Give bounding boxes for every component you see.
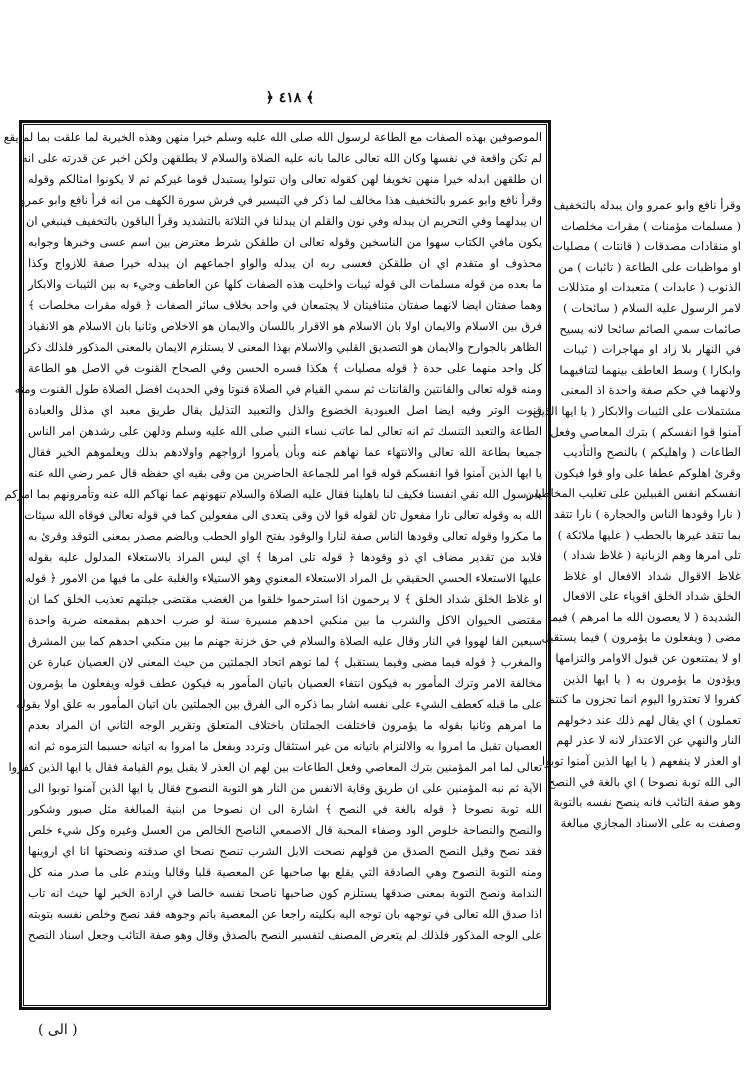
main-text-line: عليها الاستعلاء الحسي الحقيقي بل المراد الاستعلاء المعنوي وهو الاستيلاء والغلبة على ما فيها من الامور ﴿ قوله <box>25 571 542 585</box>
main-text-line: مخالفة الامر وترك المأمور به فيكون انتفاء العصيان باتيان المأمور به فيكون عطف قوله ويفعلون ما يؤمرون <box>28 676 542 690</box>
main-text-line: ومنه قوله تعالى والقانتين والقانتات ثم سمي القيام في الصلاة قنوتا وفي الحديث افضل الصلاة طول القنوت ومنه <box>14 382 542 396</box>
main-text-line: ان يبدلهما وفي التحريم ان يبدله وفي نون والقلم ان يبدلنا في الثلاثة بالتشديد وقرأ الباقون بالتخفيف فينبغي ان <box>26 214 542 228</box>
margin-text-line: انفسكم انفس القبيلين على تغليب المخاطبين <box>525 486 741 501</box>
margin-text-line: الطاعات ( واهليكم ) بالنصح والتأديب <box>563 445 741 460</box>
margin-text-line: مشتملات على الثيبات والابكار ( يا ايها الذين <box>532 403 741 418</box>
main-text-line: الندامة ونصح التوبة بمعنى صدقها يستلزم كون صاحبها ناصحا نفسه خالصا في ارادة الخير لها حيث انه تاب <box>28 886 542 900</box>
main-text-line: فرق بين الاسلام والايمان اولا بان الاسلام هو الاقرار باللسان والايمان هو الاخلاص وثانيا بان الاسلام هو الانقياد <box>28 319 542 333</box>
margin-text-line: صائمات سمي الصائم سائحا لانه يسيح <box>559 321 741 336</box>
main-text-line: على ما قبله كعطف الشيء على نفسه اشار بما ذكره الى الفرق بين الجملتين بان اتيان المأمور به علق اولا بقوله <box>16 697 542 711</box>
margin-text-line: الشديدة ( لا يعصون الله ما امرهم ) فيما <box>548 609 741 624</box>
margin-text-line: بما تتقد غيرها بالحطب ( عليها ملائكة ) <box>557 527 741 542</box>
margin-text-line: وقرأ نافع وابو عمرو وان يبدله بالتخفيف <box>553 198 741 212</box>
main-text-line: قنوت الوتر وفيه ايضا اصل العبودية الخضوع والذل والتعبيد التذليل يقال طريق معبد اي مذلل والعبادة <box>28 403 542 417</box>
margin-text-line: آمنوا قوا انفسكم ) بترك المعاصي وفعل <box>550 424 741 439</box>
main-text-line: فقد نصح وقيل النصح الصدق من قولهم نصحت الابل الشرب تنصح نصحا اي صدقته ونصحتها انا اي اروينها <box>28 844 542 858</box>
margin-text-line: مضى ( ويفعلون ما يؤمرون ) فيما يستقبل <box>541 630 741 645</box>
main-text-line: ما مكروا وقوله تعالى وقودها الناس صفة لنارا والوقود بفتح الواو الحطب وبالضم مصدر بمعنى التوقد وقرئ به <box>28 529 542 543</box>
main-text-line: كل واحد منهما على حدة ﴿ قوله مصليات ﴾ هكذا فسره الحسن وفي الصحاح القنوت في الاصل هو الطاعة <box>28 361 542 375</box>
main-text-line: يا رسول الله نقي انفسنا فكيف لنا باهلينا فقال عليه الصلاة والسلام تنهونهم عما نهاكم الله عنه وتأمرونهم بما امركم <box>4 487 542 501</box>
margin-text-line: الى الله توبة نصوحا ) اي بالغة في النصح <box>547 774 741 789</box>
main-text-line: لم تكن واقعة في نفسها وكان الله تعالى عالما بانه عليه الصلاة والسلام لا يطلقهن ولكن اخبر عن قدرته على انه <box>21 151 542 165</box>
margin-text-column <box>525 195 741 833</box>
margin-text-line: تعملون ) اي يقال لهم ذلك عند دخولهم <box>557 712 741 727</box>
main-text-line: اذا صدق الله تعالى في توجهه بان توجه اليه بكليته راجعا عن المعصية باتم وجوهه فقد نصح وخلص نفسه بتوبته <box>28 907 542 921</box>
main-text-line: والنصح والنصاحة خلوص الود وصفاء المحبة قال الاصمعي الناصح الخالص من العسل وغيره وكل شيء خلص <box>28 823 542 837</box>
main-text-line: سبعين الفا لهووا في النار وقال عليه الصلاة والسلام في حق خزنة جهنم ما بين منكبي احدهم كما بين المشرق <box>28 634 542 648</box>
margin-text-line: او العذر لا ينفعهم ( يا ايها الذين آمنوا توبوا <box>541 754 741 769</box>
main-commentary-frame <box>3 120 551 1010</box>
main-text-line: الآية ثم نبه المؤمنين على ان طريق وقاية الانفس من النار هو التوبة النصوح فقال يا ايها الذين آمنوا توبوا الى <box>28 781 542 795</box>
main-text-line: الظاهر بالجوارح والايمان هو التصديق القلبي والاسلام بهذا المعنى لا يستلزم الايمان بالمعنى المذكور فلذلك ذكر <box>24 340 542 354</box>
main-text-line: مقتضى الحيوان الاكل والشرب ما بين منكبي احدهم مسيرة سنة لو ضرب احدهم بمقمعته ضربة واحدة <box>28 613 542 627</box>
main-text-line: الله به وقوله تعالى نارا مفعول ثان لقوله قوا لان وقى يتعدى الى مفعولين كما في قوله تعالى فوقاه الله سيئات <box>24 508 542 522</box>
margin-text-line: النار والنهي عن الاعتذار لانه لا عذر لهم <box>556 733 741 748</box>
main-text-line: الموصوفين بهذه الصفات مع الطاعة لرسول الله صلى الله عليه وسلم خيرا منهن وهذه الخيرية لما علقت بما لم يقع <box>3 130 542 144</box>
main-text-line: ما امرهم وثانيا بقوله ما يؤمرون فاختلفت الجملتان باختلاف المتعلق وتقرير الوجه الثاني ان المراد بعدم <box>28 718 542 732</box>
margin-text-line: او منقادات مصدقات ( قانتات ) مصليات <box>551 239 741 254</box>
main-text-line: ان طلقهن ابدله خيرا منهن تخويفا لهن كقوله تعالى وان تتولوا يستبدل قوما غيركم ثم لا يكونوا امثالكم وقوله <box>28 172 542 186</box>
margin-text-line: او لا يمتنعون عن قبول الاوامر والتزامها <box>555 651 741 666</box>
main-text-line: والمغرب ﴿ قوله فيما مضى وفيما يستقبل ﴾ لما توهم اتحاد الجملتين من حيث المعنى لان العصيان عبارة عن <box>28 655 542 669</box>
main-text-line: الطاعة والتعبد التنسك ثم انه تعالى لما عاتب نساء النبي صلى الله عليه وسلم ودلهن على رشدهن امر الناس <box>28 424 542 438</box>
margin-text-line: غلاظ الاقوال شداد الافعال او غلاظ <box>563 568 741 583</box>
margin-text-line: ( نارا وقودها الناس والحجارة ) نارا تتقد <box>553 506 741 521</box>
margin-text-line: ( مسلمات مؤمنات ) مقرات مخلصات <box>560 218 741 233</box>
margin-text-line: في النهار بلا زاد او مهاجرات ( ثيبات <box>563 342 741 357</box>
main-text-line: على الوجه المذكور فلذلك لم يتعرض المصنف لتفسير النصح بالصدق وقال وهو صفة التائب وجعل اسناد النصح <box>28 928 542 942</box>
main-text-line: وهما صفتان ايضا لانهما صفتان متنافيتان لا يجتمعان في واحد بخلاف سائر الصفات ﴿ قوله مقرات مخلصات ﴾ <box>28 298 542 312</box>
main-text-line: جميعا بطاعة الله تعالى والانتهاء عما نهاهم عنه وبأن يأمروا ازواجهم واولادهم بذلك ويعلموهم الخير فقال <box>28 445 542 459</box>
margin-text-line: ويؤدون ما يؤمرون به ( يا ايها الذين <box>563 671 741 686</box>
margin-text-line: كفروا لا تعتذروا اليوم انما تجزون ما كنتم <box>547 692 741 707</box>
margin-text-line: تلى امرها وهم الزبانية ( غلاظ شداد ) <box>563 548 741 563</box>
margin-text-line: لامر الرسول عليه السلام ( سائحات ) <box>563 300 741 315</box>
margin-text-line: او مواظبات على الطاعة ( تائبات ) من <box>558 259 741 274</box>
main-text-line: يا ايها الذين آمنوا قوا انفسكم قوله قوا امر للجماعة الحاضرين من وقى بقيه اي حفظه قال عمر رضي الله عنه <box>28 466 542 480</box>
main-text-line: تعالى لما امر المؤمنين بترك المعاصي وفعل الطاعات بين لهم ان العذر لا يقبل يوم القيامة فقال يا ايها الذين كفروا <box>8 760 542 774</box>
margin-text-line: ولانهما في حكم صفة واحدة اذ المعنى <box>560 383 741 398</box>
margin-text-line: وهو صفة التائب فانه ينصح نفسه بالتوبة <box>553 795 741 810</box>
main-text-line: العصيان تقبل ما امروا به والالتزام باتيانه من غير استثقال وتردد وبفعل ما امروا به اتيانه حسبما التزموه ثم انه <box>28 739 542 753</box>
main-text-line: او غلاظ الخلق شداد الخلق ﴾ لا يرحمون اذا استرحموا خلقوا من الغضب مقتضى جبلتهم تعذيب الخلق كما ان <box>28 592 542 606</box>
main-text-line: محذوف او متقدم اي ان طلقكن فعسى ربه ان يبدله والواو اجماعهم ان يبدله خيرا صفة للازواج وكذا <box>28 256 542 270</box>
main-text-line: فلابد من تقدير مضاف اي ذو وقودها ﴿ قوله تلى امرها ﴾ اي ليس المراد بالاستعلاء المدلول عليه بقوله <box>28 550 542 564</box>
margin-text-line: الذنوب ( عابدات ) متعبدات او متذللات <box>557 280 741 295</box>
page-number: ﴿ ٤١٨ ﴾ <box>265 90 315 106</box>
main-text-line: ومنه التوبة النصوح وهي الصادقة التي يقلع بها صاحبها عن المعصية قلبا وقالبا ويندم على ما صدر منه كل <box>28 865 542 879</box>
main-text-line: وقرأ نافع وابو عمرو بالتخفيف هذا مخالف لما ذكر في التيسير في فرش سورة الكهف من انه قرأ نافع وابو عمرو <box>19 193 542 207</box>
margin-text-line: الخلق شداد الخلق اقوياء على الافعال <box>562 589 741 604</box>
main-text-line: ما بعده من قوله مسلمات الى قوله ثيبات واخليت هذه الصفات كلها عن العاطف وجيء به بين الثيبات والابكار <box>28 277 542 291</box>
main-text-line: الله توبة نصوحا ﴿ قوله بالغة في النصح ﴾ اشارة الى ان نصوحا من ابنية المبالغة مثل صبور وشكور <box>28 802 542 816</box>
main-text-line: يكون مافي الكتاب سهوا من الناسخين وقوله تعالى ان طلقكن شرط معترض بين اسم عسى وخبرها وجوابه <box>28 235 542 249</box>
catchword: ( الى ) <box>38 1022 78 1038</box>
margin-text-line: وقرئ اهلوكم عطفا على واو قوا فيكون <box>554 465 741 480</box>
margin-text-line: وابكارا ) وسط العاطف بينهما لتنافيهما <box>559 362 741 377</box>
margin-text-line: وصفت به على الاسناد المجازي مبالغة <box>560 815 741 830</box>
